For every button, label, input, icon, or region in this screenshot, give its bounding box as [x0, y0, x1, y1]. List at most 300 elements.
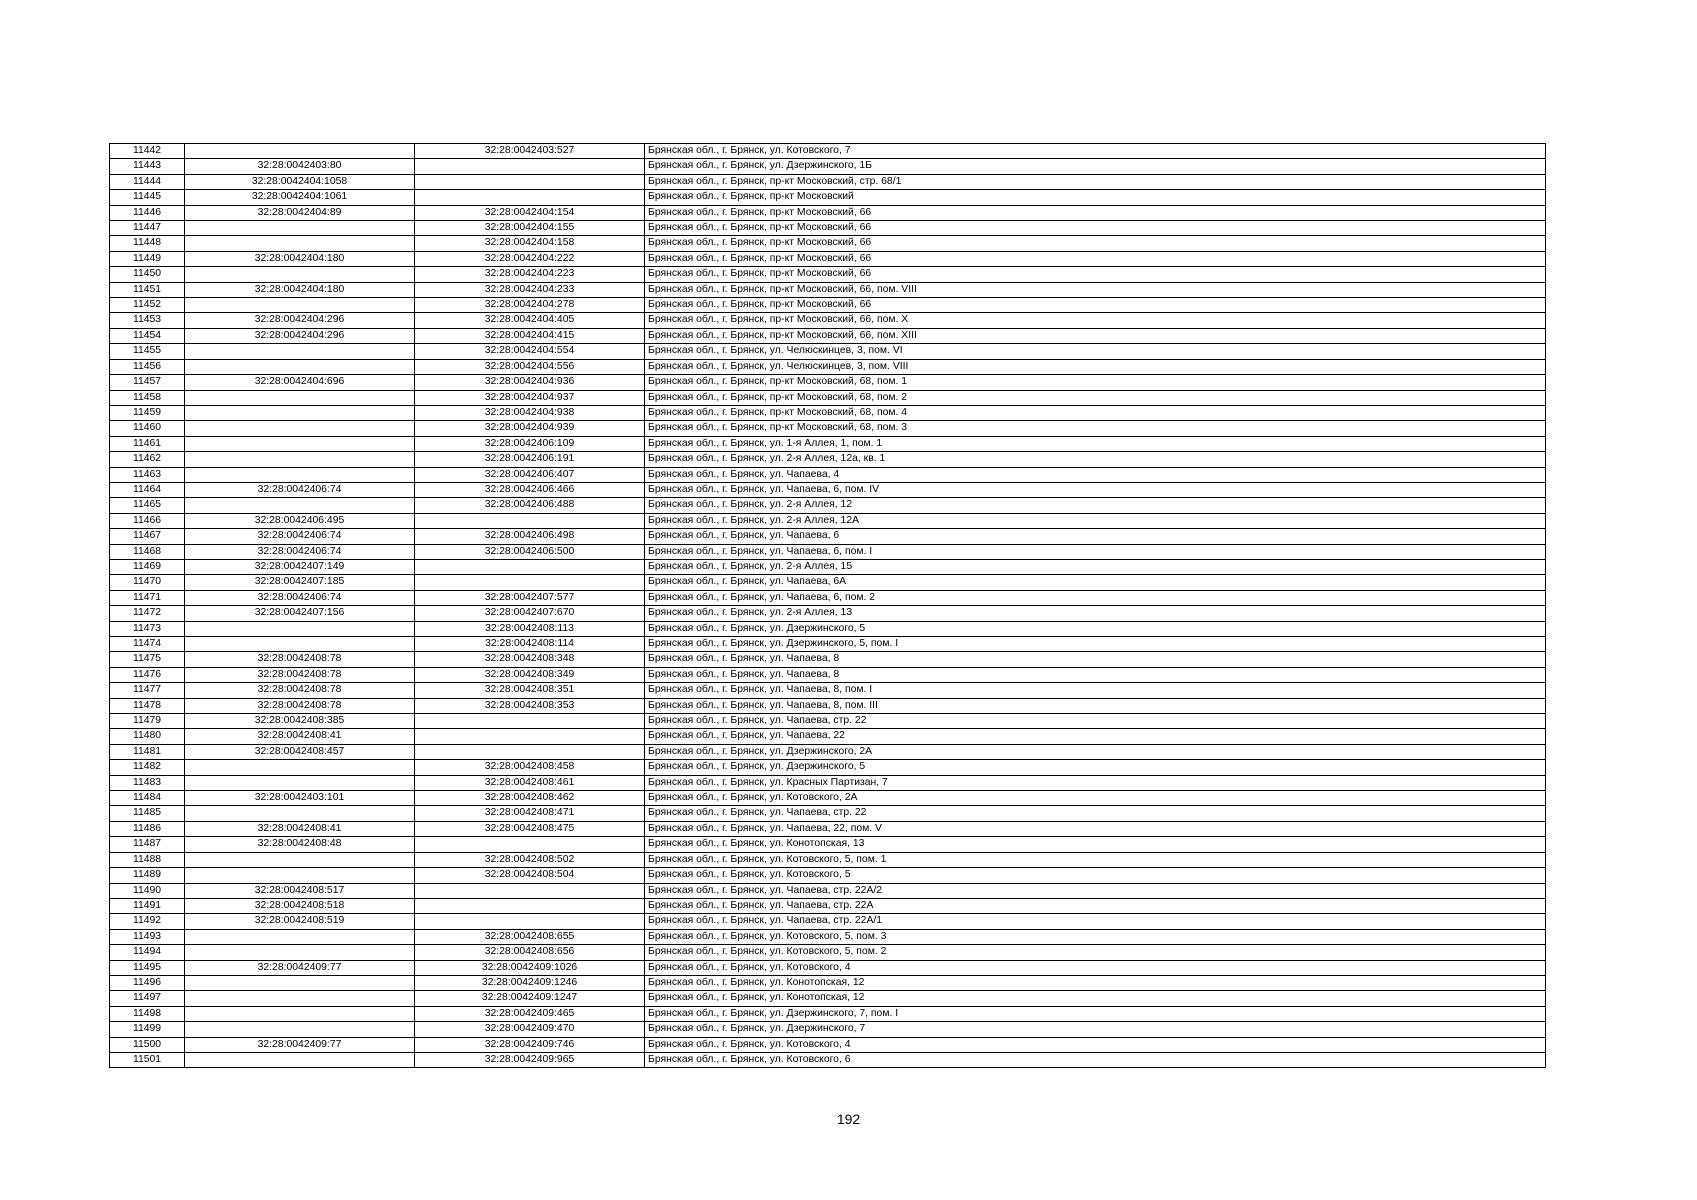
parcel-number-cell — [185, 868, 415, 883]
address-cell: Брянская обл., г. Брянск, ул. Чапаева, 6, пом. IV — [645, 482, 1546, 497]
row-number-cell: 11462 — [110, 452, 185, 467]
row-number-cell: 11460 — [110, 421, 185, 436]
row-number-cell: 11444 — [110, 174, 185, 189]
address-cell: Брянская обл., г. Брянск, ул. Чапаева, 6, пом. 2 — [645, 590, 1546, 605]
object-number-cell: 32:28:0042408:471 — [415, 806, 645, 821]
address-cell: Брянская обл., г. Брянск, ул. Дзержинского, 7 — [645, 1022, 1546, 1037]
row-number-cell: 11452 — [110, 298, 185, 313]
row-number-cell: 11449 — [110, 251, 185, 266]
row-number-cell: 11450 — [110, 267, 185, 282]
object-number-cell: 32:28:0042404:233 — [415, 282, 645, 297]
object-number-cell — [415, 729, 645, 744]
parcel-number-cell: 32:28:0042407:156 — [185, 606, 415, 621]
row-number-cell: 11468 — [110, 544, 185, 559]
address-cell: Брянская обл., г. Брянск, ул. 1-я Аллея, 1, пом. 1 — [645, 436, 1546, 451]
object-number-cell: 32:28:0042409:1026 — [415, 960, 645, 975]
object-number-cell — [415, 837, 645, 852]
parcel-number-cell: 32:28:0042408:457 — [185, 744, 415, 759]
table-row — [110, 791, 1546, 806]
table-row — [110, 159, 1546, 174]
object-number-cell: 32:28:0042406:498 — [415, 529, 645, 544]
row-number-cell: 11473 — [110, 621, 185, 636]
table-row — [110, 929, 1546, 944]
parcel-number-cell — [185, 436, 415, 451]
row-number-cell: 11500 — [110, 1037, 185, 1052]
table-row — [110, 452, 1546, 467]
parcel-number-cell: 32:28:0042404:296 — [185, 328, 415, 343]
row-number-cell: 11470 — [110, 575, 185, 590]
address-cell: Брянская обл., г. Брянск, пр-кт Московский, 68, пом. 4 — [645, 405, 1546, 420]
row-number-cell: 11455 — [110, 344, 185, 359]
table-row — [110, 667, 1546, 682]
row-number-cell: 11485 — [110, 806, 185, 821]
row-number-cell: 11490 — [110, 883, 185, 898]
parcel-number-cell — [185, 760, 415, 775]
object-number-cell: 32:28:0042404:155 — [415, 221, 645, 236]
row-number-cell: 11491 — [110, 898, 185, 913]
address-cell: Брянская обл., г. Брянск, пр-кт Московский, 66 — [645, 267, 1546, 282]
row-number-cell: 11486 — [110, 821, 185, 836]
parcel-number-cell: 32:28:0042408:518 — [185, 898, 415, 913]
table-row — [110, 313, 1546, 328]
object-number-cell — [415, 159, 645, 174]
row-number-cell: 11480 — [110, 729, 185, 744]
address-cell: Брянская обл., г. Брянск, пр-кт Московский, 68, пом. 1 — [645, 375, 1546, 390]
table-row — [110, 174, 1546, 189]
object-number-cell: 32:28:0042403:527 — [415, 144, 645, 159]
parcel-number-cell — [185, 421, 415, 436]
table-row — [110, 359, 1546, 374]
object-number-cell — [415, 914, 645, 929]
address-cell: Брянская обл., г. Брянск, ул. Чапаева, 8 — [645, 652, 1546, 667]
object-number-cell: 32:28:0042408:462 — [415, 791, 645, 806]
object-number-cell: 32:28:0042406:109 — [415, 436, 645, 451]
address-cell: Брянская обл., г. Брянск, ул. Дзержинского, 7, пом. I — [645, 1006, 1546, 1021]
address-cell: Брянская обл., г. Брянск, ул. Котовского, 4 — [645, 1037, 1546, 1052]
address-cell: Брянская обл., г. Брянск, ул. Дзержинского, 5 — [645, 760, 1546, 775]
object-number-cell: 32:28:0042404:158 — [415, 236, 645, 251]
row-number-cell: 11475 — [110, 652, 185, 667]
row-number-cell: 11471 — [110, 590, 185, 605]
table-row — [110, 975, 1546, 990]
row-number-cell: 11458 — [110, 390, 185, 405]
parcel-number-cell: 32:28:0042406:74 — [185, 544, 415, 559]
row-number-cell: 11464 — [110, 482, 185, 497]
table-row — [110, 729, 1546, 744]
table-row — [110, 421, 1546, 436]
table-row — [110, 1006, 1546, 1021]
object-number-cell: 32:28:0042408:504 — [415, 868, 645, 883]
row-number-cell: 11459 — [110, 405, 185, 420]
parcel-number-cell — [185, 452, 415, 467]
table-row — [110, 698, 1546, 713]
parcel-number-cell — [185, 991, 415, 1006]
object-number-cell: 32:28:0042408:475 — [415, 821, 645, 836]
address-cell: Брянская обл., г. Брянск, ул. Чапаева, 8, пом. I — [645, 683, 1546, 698]
row-number-cell: 11445 — [110, 190, 185, 205]
parcel-number-cell — [185, 390, 415, 405]
address-cell: Брянская обл., г. Брянск, ул. Чапаева, 8, пом. III — [645, 698, 1546, 713]
address-cell: Брянская обл., г. Брянск, ул. Чапаева, 4 — [645, 467, 1546, 482]
object-number-cell — [415, 190, 645, 205]
object-number-cell: 32:28:0042404:939 — [415, 421, 645, 436]
row-number-cell: 11501 — [110, 1052, 185, 1067]
table-row — [110, 744, 1546, 759]
parcel-number-cell: 32:28:0042406:74 — [185, 529, 415, 544]
address-cell: Брянская обл., г. Брянск, ул. Котовского, 7 — [645, 144, 1546, 159]
table-row — [110, 282, 1546, 297]
object-number-cell: 32:28:0042409:1247 — [415, 991, 645, 1006]
address-cell: Брянская обл., г. Брянск, пр-кт Московский, стр. 68/1 — [645, 174, 1546, 189]
object-number-cell: 32:28:0042408:351 — [415, 683, 645, 698]
parcel-number-cell — [185, 344, 415, 359]
object-number-cell: 32:28:0042406:191 — [415, 452, 645, 467]
parcel-number-cell — [185, 267, 415, 282]
row-number-cell: 11469 — [110, 559, 185, 574]
parcel-number-cell: 32:28:0042407:149 — [185, 559, 415, 574]
object-number-cell — [415, 714, 645, 729]
parcel-number-cell: 32:28:0042406:74 — [185, 590, 415, 605]
object-number-cell: 32:28:0042404:415 — [415, 328, 645, 343]
address-cell: Брянская обл., г. Брянск, пр-кт Московский, 66 — [645, 236, 1546, 251]
object-number-cell — [415, 744, 645, 759]
address-cell: Брянская обл., г. Брянск, ул. 2-я Аллея, 12 — [645, 498, 1546, 513]
table-row — [110, 821, 1546, 836]
object-number-cell: 32:28:0042409:746 — [415, 1037, 645, 1052]
address-cell: Брянская обл., г. Брянск, ул. 2-я Аллея, 13 — [645, 606, 1546, 621]
row-number-cell: 11456 — [110, 359, 185, 374]
table-row — [110, 559, 1546, 574]
row-number-cell: 11447 — [110, 221, 185, 236]
address-cell: Брянская обл., г. Брянск, ул. Чапаева, стр. 22А/2 — [645, 883, 1546, 898]
parcel-number-cell: 32:28:0042404:1058 — [185, 174, 415, 189]
object-number-cell: 32:28:0042404:554 — [415, 344, 645, 359]
parcel-number-cell: 32:28:0042408:78 — [185, 698, 415, 713]
address-cell: Брянская обл., г. Брянск, ул. Котовского, 2А — [645, 791, 1546, 806]
object-number-cell: 32:28:0042404:223 — [415, 267, 645, 282]
address-cell: Брянская обл., г. Брянск, пр-кт Московский, 68, пом. 3 — [645, 421, 1546, 436]
object-number-cell: 32:28:0042406:488 — [415, 498, 645, 513]
cadastral-table — [109, 143, 1546, 1068]
address-cell: Брянская обл., г. Брянск, ул. Чапаева, 22 — [645, 729, 1546, 744]
table-row — [110, 575, 1546, 590]
page-number: 192 — [836, 1111, 861, 1127]
parcel-number-cell: 32:28:0042406:74 — [185, 482, 415, 497]
parcel-number-cell: 32:28:0042403:80 — [185, 159, 415, 174]
table-row — [110, 267, 1546, 282]
address-cell: Брянская обл., г. Брянск, ул. Котовского, 4 — [645, 960, 1546, 975]
address-cell: Брянская обл., г. Брянск, пр-кт Московский, 66, пом. XIII — [645, 328, 1546, 343]
object-number-cell — [415, 898, 645, 913]
object-number-cell — [415, 575, 645, 590]
address-cell: Брянская обл., г. Брянск, ул. Дзержинского, 5, пом. I — [645, 637, 1546, 652]
parcel-number-cell — [185, 1022, 415, 1037]
row-number-cell: 11467 — [110, 529, 185, 544]
table-row — [110, 1052, 1546, 1067]
object-number-cell — [415, 513, 645, 528]
address-cell: Брянская обл., г. Брянск, пр-кт Московский, 66, пом. VIII — [645, 282, 1546, 297]
row-number-cell: 11489 — [110, 868, 185, 883]
parcel-number-cell: 32:28:0042408:78 — [185, 652, 415, 667]
table-row — [110, 621, 1546, 636]
address-cell: Брянская обл., г. Брянск, ул. 2-я Аллея, 15 — [645, 559, 1546, 574]
address-cell: Брянская обл., г. Брянск, ул. Челюскинцев, 3, пом. VI — [645, 344, 1546, 359]
address-cell: Брянская обл., г. Брянск, ул. Чапаева, стр. 22А/1 — [645, 914, 1546, 929]
table-row — [110, 144, 1546, 159]
table-row — [110, 1022, 1546, 1037]
address-cell: Брянская обл., г. Брянск, пр-кт Московский, 66 — [645, 251, 1546, 266]
parcel-number-cell: 32:28:0042404:180 — [185, 251, 415, 266]
parcel-number-cell: 32:28:0042404:1061 — [185, 190, 415, 205]
row-number-cell: 11481 — [110, 744, 185, 759]
object-number-cell: 32:28:0042406:500 — [415, 544, 645, 559]
object-number-cell — [415, 174, 645, 189]
parcel-number-cell — [185, 945, 415, 960]
object-number-cell — [415, 883, 645, 898]
row-number-cell: 11498 — [110, 1006, 185, 1021]
table-row — [110, 868, 1546, 883]
table-row — [110, 806, 1546, 821]
table-row — [110, 375, 1546, 390]
row-number-cell: 11472 — [110, 606, 185, 621]
row-number-cell: 11492 — [110, 914, 185, 929]
table-row — [110, 467, 1546, 482]
object-number-cell: 32:28:0042404:278 — [415, 298, 645, 313]
object-number-cell: 32:28:0042404:154 — [415, 205, 645, 220]
parcel-number-cell — [185, 975, 415, 990]
object-number-cell: 32:28:0042407:577 — [415, 590, 645, 605]
table-row — [110, 344, 1546, 359]
parcel-number-cell — [185, 405, 415, 420]
address-cell: Брянская обл., г. Брянск, пр-кт Московский, 66 — [645, 298, 1546, 313]
row-number-cell: 11448 — [110, 236, 185, 251]
row-number-cell: 11476 — [110, 667, 185, 682]
row-number-cell: 11474 — [110, 637, 185, 652]
object-number-cell: 32:28:0042408:502 — [415, 852, 645, 867]
table-row — [110, 221, 1546, 236]
object-number-cell: 32:28:0042408:114 — [415, 637, 645, 652]
address-cell: Брянская обл., г. Брянск, ул. Чапаева, стр. 22 — [645, 714, 1546, 729]
row-number-cell: 11465 — [110, 498, 185, 513]
parcel-number-cell: 32:28:0042407:185 — [185, 575, 415, 590]
table-row — [110, 945, 1546, 960]
parcel-number-cell — [185, 498, 415, 513]
address-cell: Брянская обл., г. Брянск, пр-кт Московский — [645, 190, 1546, 205]
object-number-cell: 32:28:0042406:466 — [415, 482, 645, 497]
table-row — [110, 529, 1546, 544]
address-cell: Брянская обл., г. Брянск, ул. Конотопская, 12 — [645, 991, 1546, 1006]
table-row — [110, 498, 1546, 513]
parcel-number-cell: 32:28:0042409:77 — [185, 960, 415, 975]
address-cell: Брянская обл., г. Брянск, ул. Конотопская, 12 — [645, 975, 1546, 990]
row-number-cell: 11477 — [110, 683, 185, 698]
object-number-cell: 32:28:0042408:655 — [415, 929, 645, 944]
object-number-cell: 32:28:0042409:1246 — [415, 975, 645, 990]
object-number-cell: 32:28:0042409:470 — [415, 1022, 645, 1037]
parcel-number-cell — [185, 637, 415, 652]
parcel-number-cell: 32:28:0042404:89 — [185, 205, 415, 220]
parcel-number-cell: 32:28:0042408:385 — [185, 714, 415, 729]
address-cell: Брянская обл., г. Брянск, пр-кт Московский, 66, пом. X — [645, 313, 1546, 328]
cadastral-table-body — [110, 144, 1546, 1068]
row-number-cell: 11493 — [110, 929, 185, 944]
table-row — [110, 652, 1546, 667]
row-number-cell: 11453 — [110, 313, 185, 328]
parcel-number-cell — [185, 1006, 415, 1021]
table-row — [110, 482, 1546, 497]
table-row — [110, 683, 1546, 698]
object-number-cell: 32:28:0042408:348 — [415, 652, 645, 667]
table-row — [110, 606, 1546, 621]
table-row — [110, 914, 1546, 929]
row-number-cell: 11488 — [110, 852, 185, 867]
parcel-number-cell — [185, 221, 415, 236]
address-cell: Брянская обл., г. Брянск, ул. Чапаева, стр. 22А — [645, 898, 1546, 913]
row-number-cell: 11463 — [110, 467, 185, 482]
table-row — [110, 590, 1546, 605]
parcel-number-cell — [185, 775, 415, 790]
object-number-cell: 32:28:0042409:965 — [415, 1052, 645, 1067]
table-row — [110, 775, 1546, 790]
object-number-cell: 32:28:0042404:222 — [415, 251, 645, 266]
table-row — [110, 837, 1546, 852]
table-row — [110, 1037, 1546, 1052]
row-number-cell: 11451 — [110, 282, 185, 297]
parcel-number-cell: 32:28:0042408:41 — [185, 821, 415, 836]
object-number-cell: 32:28:0042408:113 — [415, 621, 645, 636]
row-number-cell: 11496 — [110, 975, 185, 990]
table-row — [110, 637, 1546, 652]
address-cell: Брянская обл., г. Брянск, ул. Чапаева, 8 — [645, 667, 1546, 682]
parcel-number-cell — [185, 144, 415, 159]
parcel-number-cell: 32:28:0042404:180 — [185, 282, 415, 297]
object-number-cell: 32:28:0042407:670 — [415, 606, 645, 621]
table-row — [110, 298, 1546, 313]
parcel-number-cell: 32:28:0042404:296 — [185, 313, 415, 328]
parcel-number-cell: 32:28:0042408:78 — [185, 683, 415, 698]
row-number-cell: 11443 — [110, 159, 185, 174]
parcel-number-cell — [185, 467, 415, 482]
row-number-cell: 11478 — [110, 698, 185, 713]
address-cell: Брянская обл., г. Брянск, ул. Красных Партизан, 7 — [645, 775, 1546, 790]
address-cell: Брянская обл., г. Брянск, пр-кт Московский, 68, пом. 2 — [645, 390, 1546, 405]
row-number-cell: 11494 — [110, 945, 185, 960]
parcel-number-cell: 32:28:0042408:78 — [185, 667, 415, 682]
table-row — [110, 883, 1546, 898]
row-number-cell: 11497 — [110, 991, 185, 1006]
parcel-number-cell — [185, 236, 415, 251]
row-number-cell: 11482 — [110, 760, 185, 775]
row-number-cell: 11479 — [110, 714, 185, 729]
parcel-number-cell: 32:28:0042408:517 — [185, 883, 415, 898]
parcel-number-cell — [185, 806, 415, 821]
row-number-cell: 11442 — [110, 144, 185, 159]
table-row — [110, 190, 1546, 205]
address-cell: Брянская обл., г. Брянск, ул. Чапаева, 22, пом. V — [645, 821, 1546, 836]
object-number-cell: 32:28:0042404:556 — [415, 359, 645, 374]
object-number-cell: 32:28:0042408:458 — [415, 760, 645, 775]
row-number-cell: 11484 — [110, 791, 185, 806]
address-cell: Брянская обл., г. Брянск, ул. 2-я Аллея, 12а, кв. 1 — [645, 452, 1546, 467]
parcel-number-cell: 32:28:0042408:41 — [185, 729, 415, 744]
row-number-cell: 11446 — [110, 205, 185, 220]
object-number-cell: 32:28:0042408:461 — [415, 775, 645, 790]
parcel-number-cell — [185, 359, 415, 374]
address-cell: Брянская обл., г. Брянск, ул. 2-я Аллея, 12А — [645, 513, 1546, 528]
row-number-cell: 11487 — [110, 837, 185, 852]
address-cell: Брянская обл., г. Брянск, ул. Котовского, 5, пом. 2 — [645, 945, 1546, 960]
address-cell: Брянская обл., г. Брянск, ул. Чапаева, 6, пом. I — [645, 544, 1546, 559]
table-row — [110, 544, 1546, 559]
address-cell: Брянская обл., г. Брянск, ул. Конотопская, 13 — [645, 837, 1546, 852]
object-number-cell: 32:28:0042409:465 — [415, 1006, 645, 1021]
table-row — [110, 852, 1546, 867]
table-row — [110, 960, 1546, 975]
parcel-number-cell: 32:28:0042408:519 — [185, 914, 415, 929]
parcel-number-cell — [185, 1052, 415, 1067]
object-number-cell: 32:28:0042404:936 — [415, 375, 645, 390]
table-row — [110, 251, 1546, 266]
table-row — [110, 390, 1546, 405]
object-number-cell: 32:28:0042406:407 — [415, 467, 645, 482]
table-row — [110, 991, 1546, 1006]
parcel-number-cell — [185, 852, 415, 867]
parcel-number-cell: 32:28:0042406:495 — [185, 513, 415, 528]
address-cell: Брянская обл., г. Брянск, ул. Чапаева, стр. 22 — [645, 806, 1546, 821]
address-cell: Брянская обл., г. Брянск, пр-кт Московский, 66 — [645, 205, 1546, 220]
row-number-cell: 11454 — [110, 328, 185, 343]
address-cell: Брянская обл., г. Брянск, ул. Дзержинского, 1Б — [645, 159, 1546, 174]
table-row — [110, 405, 1546, 420]
table-row — [110, 760, 1546, 775]
table-row — [110, 236, 1546, 251]
address-cell: Брянская обл., г. Брянск, ул. Чапаева, 6 — [645, 529, 1546, 544]
parcel-number-cell: 32:28:0042409:77 — [185, 1037, 415, 1052]
address-cell: Брянская обл., г. Брянск, ул. Котовского, 5, пом. 1 — [645, 852, 1546, 867]
table-row — [110, 513, 1546, 528]
row-number-cell: 11461 — [110, 436, 185, 451]
parcel-number-cell — [185, 929, 415, 944]
object-number-cell: 32:28:0042404:938 — [415, 405, 645, 420]
table-row — [110, 714, 1546, 729]
parcel-number-cell: 32:28:0042404:696 — [185, 375, 415, 390]
table-row — [110, 898, 1546, 913]
parcel-number-cell: 32:28:0042403:101 — [185, 791, 415, 806]
object-number-cell — [415, 559, 645, 574]
object-number-cell: 32:28:0042408:656 — [415, 945, 645, 960]
parcel-number-cell: 32:28:0042408:48 — [185, 837, 415, 852]
row-number-cell: 11466 — [110, 513, 185, 528]
address-cell: Брянская обл., г. Брянск, ул. Котовского, 6 — [645, 1052, 1546, 1067]
row-number-cell: 11457 — [110, 375, 185, 390]
table-row — [110, 436, 1546, 451]
object-number-cell: 32:28:0042408:349 — [415, 667, 645, 682]
row-number-cell: 11499 — [110, 1022, 185, 1037]
object-number-cell: 32:28:0042404:405 — [415, 313, 645, 328]
address-cell: Брянская обл., г. Брянск, ул. Котовского, 5 — [645, 868, 1546, 883]
row-number-cell: 11495 — [110, 960, 185, 975]
object-number-cell: 32:28:0042404:937 — [415, 390, 645, 405]
object-number-cell: 32:28:0042408:353 — [415, 698, 645, 713]
address-cell: Брянская обл., г. Брянск, ул. Дзержинского, 2А — [645, 744, 1546, 759]
address-cell: Брянская обл., г. Брянск, ул. Дзержинского, 5 — [645, 621, 1546, 636]
table-row — [110, 328, 1546, 343]
address-cell: Брянская обл., г. Брянск, пр-кт Московский, 66 — [645, 221, 1546, 236]
table-row — [110, 205, 1546, 220]
address-cell: Брянская обл., г. Брянск, ул. Котовского, 5, пом. 3 — [645, 929, 1546, 944]
parcel-number-cell — [185, 621, 415, 636]
address-cell: Брянская обл., г. Брянск, ул. Чапаева, 6А — [645, 575, 1546, 590]
